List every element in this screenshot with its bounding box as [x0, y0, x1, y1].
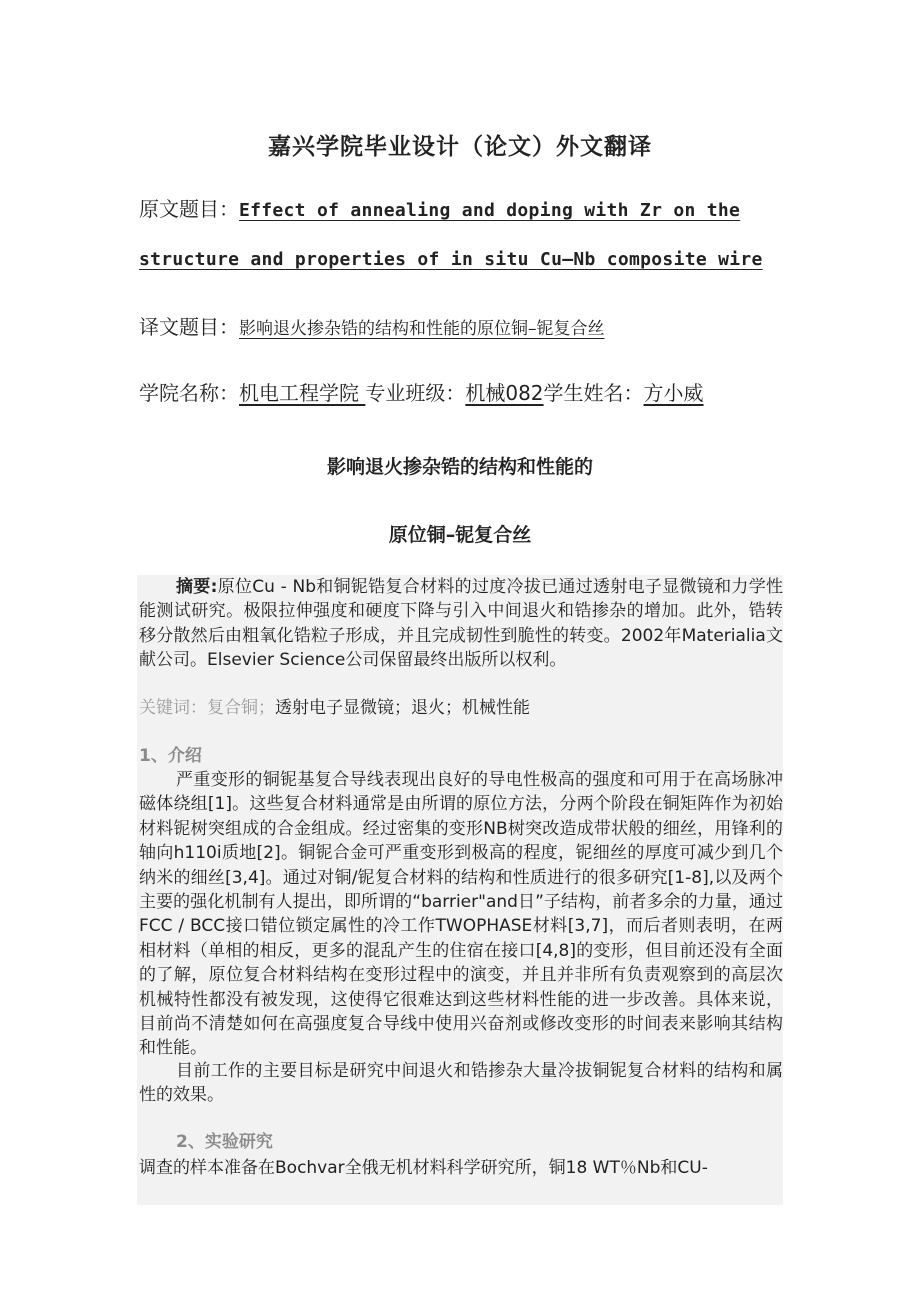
- keywords-text: 透射电子显微镜；退火；机械性能: [275, 698, 530, 718]
- student-value: 方小威: [643, 381, 704, 405]
- section-1-paragraph-1: 严重变形的铜铌基复合导线表现出良好的导电性极高的强度和可用于在高场脉冲磁体绕组[1]。这些复合材料通常是由所谓的原位方法，分两个阶段在铜矩阵作为初始材料铌树突组成的合金组成。经过密集的变形NB树突改造成带状般的细丝，用锋利的轴向h110i质地[2]。铜铌合金可严重变形到极高的程度，铌细丝的厚度可减少到几个纳米的细丝[3,4]。通过对铜/铌复合材料的结构和性质进行的很多研究[1-8],以及两个主要的强化机制有人提出，即所谓的“barrier"and日”子结构，前者多余的力量，通过FCC / BCC接口错位锁定属性的冷工作TWOPHASE材料[3,7]，而后者则表明，在两相材料（单相的相反，更多的混乱产生的住宿在接口[4,8]的变形，但目前还没有全面的了解，原位复合材料结构在变形过程中的演变，并且并非所有负责观察到的高层次机械特性都没有被发现，这使得它很难达到这些材料性能的进一步改善。具体来说，目前尚不清楚如何在高强度复合导线中使用兴奋剂或修改变形的时间表来影响其结构和性能。: [139, 770, 783, 1059]
- original-title-line-2: [139, 246, 763, 270]
- keywords-line: [139, 696, 783, 720]
- keywords-label: 关键词：复合铜；: [139, 698, 275, 718]
- original-title-text-2: structure and properties of in situ Cu–Nb composite wire: [139, 249, 763, 270]
- main-title: 嘉兴学院毕业设计（论文）外文翻译: [268, 134, 652, 160]
- section-1-heading: 1、介绍: [139, 746, 202, 766]
- college-label: 学院名称：: [139, 381, 239, 405]
- class-value: 机械082: [465, 381, 544, 405]
- section-2-heading: 2、实验研究: [176, 1132, 273, 1152]
- student-label: 学生姓名：: [543, 381, 644, 405]
- subtitle-line-1: 影响退火掺杂锆的结构和性能的: [326, 456, 593, 478]
- translated-title-label: 译文题目：: [139, 315, 239, 339]
- student-info-line: [139, 377, 704, 406]
- class-label: 专业班级：: [365, 381, 466, 405]
- translated-title-value: 影响退火掺杂锆的结构和性能的原位铜–铌复合丝: [239, 319, 605, 339]
- translated-title-line: [139, 311, 605, 340]
- college-value: 机电工程学院: [239, 381, 366, 405]
- section-1-paragraph-2: 目前工作的主要目标是研究中间退火和锆掺杂大量冷拔铜铌复合材料的结构和属性的效果。: [139, 1061, 783, 1106]
- abstract-paragraph: [139, 575, 783, 673]
- abstract-text: 原位Cu - Nb和铜铌锆复合材料的过度冷拔已通过透射电子显微镜和力学性能测试研究。极限拉伸强度和硬度下降与引入中间退火和锆掺杂的增加。此外，锆转移分散然后由粗氧化锆粒子形成，并且完成韧性到脆性的转变。2002年Materialia文献公司。Elsevier Science公司保留最终出版所以权利。: [139, 577, 783, 671]
- original-title-label: 原文题目：: [139, 197, 239, 221]
- subtitle-line-2: 原位铜–铌复合丝: [388, 524, 532, 546]
- original-title-text-1: Effect of annealing and doping with Zr on the: [239, 200, 741, 221]
- original-title-line-1: [139, 193, 740, 222]
- abstract-label: 摘要:: [176, 577, 218, 597]
- section-2-text: 调查的样本准备在Bochvar全俄无机材料科学研究所，铜18 WT％Nb和CU-: [139, 1158, 708, 1178]
